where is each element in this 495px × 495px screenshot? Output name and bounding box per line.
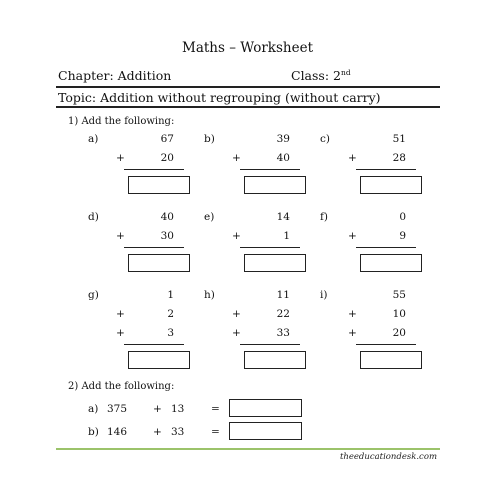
problem-label: b) bbox=[88, 426, 99, 438]
problem-label: g) bbox=[88, 289, 99, 301]
chapter-label: Chapter: Addition bbox=[58, 68, 172, 83]
class-text: Class: 2 bbox=[291, 68, 341, 84]
addend: 9 bbox=[399, 230, 406, 242]
addend: 33 bbox=[276, 327, 290, 339]
answer-box[interactable] bbox=[128, 176, 190, 194]
plus-sign: + bbox=[348, 230, 357, 242]
addend: 20 bbox=[392, 327, 406, 339]
sum-line bbox=[240, 247, 300, 248]
addend: 14 bbox=[276, 211, 290, 223]
plus-sign: + bbox=[153, 403, 162, 415]
problem-label: h) bbox=[204, 289, 215, 301]
sum-line bbox=[356, 169, 416, 170]
sum-line bbox=[240, 344, 300, 345]
addend: 40 bbox=[276, 152, 290, 164]
plus-sign: + bbox=[232, 327, 241, 339]
problem-label: a) bbox=[88, 403, 99, 415]
problem-label: a) bbox=[88, 133, 99, 145]
header-rule bbox=[56, 86, 440, 88]
addend: 55 bbox=[392, 289, 406, 301]
plus-sign: + bbox=[348, 152, 357, 164]
plus-sign: + bbox=[116, 152, 125, 164]
answer-box[interactable] bbox=[360, 254, 422, 272]
equals-sign: = bbox=[211, 403, 220, 415]
plus-sign: + bbox=[116, 308, 125, 320]
plus-sign: + bbox=[232, 152, 241, 164]
sum-line bbox=[240, 169, 300, 170]
sum-line bbox=[356, 247, 416, 248]
plus-sign: + bbox=[348, 327, 357, 339]
second-addend: 13 bbox=[171, 403, 185, 415]
addend: 39 bbox=[276, 133, 290, 145]
problem-label: b) bbox=[204, 133, 215, 145]
q1-heading: 1) Add the following: bbox=[68, 116, 175, 127]
problem-label: f) bbox=[320, 211, 328, 223]
addend: 51 bbox=[392, 133, 406, 145]
q2-heading: 2) Add the following: bbox=[68, 381, 175, 392]
addend: 3 bbox=[167, 327, 174, 339]
answer-box[interactable] bbox=[360, 351, 422, 369]
sum-line bbox=[124, 247, 184, 248]
plus-sign: + bbox=[116, 327, 125, 339]
answer-box[interactable] bbox=[229, 422, 302, 440]
problem-label: d) bbox=[88, 211, 99, 223]
answer-box[interactable] bbox=[360, 176, 422, 194]
answer-box[interactable] bbox=[128, 254, 190, 272]
first-addend: 375 bbox=[107, 403, 128, 415]
topic-label: Topic: Addition without regrouping (without carry) bbox=[58, 90, 381, 105]
addend: 22 bbox=[276, 308, 290, 320]
addend: 0 bbox=[399, 211, 406, 223]
addend: 67 bbox=[160, 133, 174, 145]
addend: 2 bbox=[167, 308, 174, 320]
addend: 28 bbox=[392, 152, 406, 164]
answer-box[interactable] bbox=[244, 176, 306, 194]
answer-box[interactable] bbox=[244, 351, 306, 369]
answer-box[interactable] bbox=[229, 399, 302, 417]
footer-rule bbox=[56, 448, 440, 450]
addend: 11 bbox=[276, 289, 290, 301]
plus-sign: + bbox=[116, 230, 125, 242]
addend: 30 bbox=[160, 230, 174, 242]
class-sup: nd bbox=[340, 68, 351, 77]
addend: 1 bbox=[283, 230, 290, 242]
topic-rule bbox=[56, 106, 440, 108]
sum-line bbox=[124, 344, 184, 345]
second-addend: 33 bbox=[171, 426, 185, 438]
answer-box[interactable] bbox=[128, 351, 190, 369]
addend: 40 bbox=[160, 211, 174, 223]
problem-label: c) bbox=[320, 133, 330, 145]
addend: 20 bbox=[160, 152, 174, 164]
worksheet-title: Maths – Worksheet bbox=[182, 40, 313, 56]
problem-label: i) bbox=[320, 289, 328, 301]
addend: 1 bbox=[167, 289, 174, 301]
class-label bbox=[291, 68, 351, 83]
plus-sign: + bbox=[232, 308, 241, 320]
sum-line bbox=[124, 169, 184, 170]
equals-sign: = bbox=[211, 426, 220, 438]
sum-line bbox=[356, 344, 416, 345]
answer-box[interactable] bbox=[244, 254, 306, 272]
plus-sign: + bbox=[153, 426, 162, 438]
addend: 10 bbox=[392, 308, 406, 320]
problem-label: e) bbox=[204, 211, 215, 223]
footer-site: theeducationdesk.com bbox=[339, 452, 437, 462]
plus-sign: + bbox=[232, 230, 241, 242]
first-addend: 146 bbox=[107, 426, 128, 438]
plus-sign: + bbox=[348, 308, 357, 320]
